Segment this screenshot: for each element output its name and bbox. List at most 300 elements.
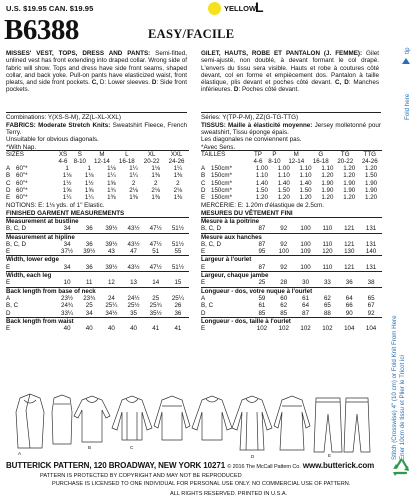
measurement-value: 15 [174, 279, 182, 287]
yardage-value: 1.20 [321, 194, 334, 202]
combinations: Combinations: Y(XS-S-M), ZZ(L-XL-XXL) [6, 114, 122, 121]
measurement-row [6, 302, 189, 309]
view-letters: E [6, 279, 11, 287]
measurement-value: 41 [174, 325, 182, 333]
measurement-row [6, 248, 189, 256]
view-label-c: C [130, 445, 134, 450]
measurement-heading: Measurement at bustline [6, 218, 189, 226]
yardage-row [6, 194, 189, 201]
measurement-value: 33¼ [61, 309, 74, 317]
yardage-value: 1.20 [343, 172, 356, 180]
measurement-value: 35 [130, 309, 137, 317]
measurement-value: 36 [85, 240, 93, 248]
view-letter: C [201, 179, 206, 187]
view-letters: A [6, 294, 11, 302]
yardage-value: 1.40 [277, 179, 290, 187]
measurement-value: 92 [367, 309, 375, 317]
yardage-value: 1⅝ [84, 186, 94, 194]
view-letters: E [6, 263, 11, 271]
yardage-value: 1.10 [299, 165, 312, 172]
measurement-heading-row [6, 218, 189, 226]
measurement-value: 14 [152, 279, 160, 287]
measurement-value: 25¾ [149, 302, 162, 310]
view-c-letter: C, [91, 79, 99, 87]
size-letters-row [201, 151, 382, 159]
measurement-value: 61 [302, 294, 310, 302]
size-letter-cell: TG [333, 151, 357, 159]
company-name: BUTTERICK PATTERN, 120 BROADWAY, NEW YORK 10271 [6, 461, 226, 470]
measurement-value: 25 [152, 294, 160, 302]
view-c-letter: C, D [334, 79, 349, 87]
yardage-row [201, 194, 382, 201]
color-name: YELLOW [224, 4, 257, 13]
size-number-cell: 16-18 [312, 158, 329, 166]
website: www.butterick.com [302, 461, 375, 470]
measurement-heading-row [6, 287, 189, 295]
size-number-cell: 16-18 [118, 158, 135, 166]
yardage-row [6, 187, 189, 194]
yardage-value: 1¼ [62, 194, 72, 202]
measurement-heading-row [6, 256, 189, 264]
description-english [6, 50, 187, 94]
size-letter: L [255, 0, 264, 15]
yardage-value: 2⅛ [129, 186, 138, 194]
fold-label: Fold here [404, 93, 411, 120]
rights-notice: ALL RIGHTS RESERVED. PRINTED IN U.S.A. [170, 491, 288, 497]
measurement-value: 36 [174, 309, 182, 317]
size-letter-cell: G [309, 151, 333, 159]
yardage-value: 1⅝ [107, 179, 116, 187]
size-letter-cell: TP [251, 151, 265, 159]
measurement-heading: Mesure aux hanches [201, 233, 382, 241]
side-stitch-guide [388, 20, 418, 495]
view-letter: A [6, 165, 11, 172]
description-title: GILET, HAUTS, ROBE ET PANTALON (J. FEMME): [201, 50, 363, 57]
fabric-width: 60"* [16, 172, 28, 180]
view-letters: A [201, 294, 206, 302]
measurement-row [6, 279, 189, 287]
yardage-value: 1⅜ [107, 194, 116, 202]
fabrics-label: TISSUS: Maille à élasticité moyenne: [201, 121, 313, 129]
measurement-value: 110 [322, 225, 333, 233]
company-address [6, 461, 374, 470]
size-letter-cell: XXL [164, 151, 189, 159]
fabric-width: 150cm* [211, 186, 232, 194]
size-number-cell: 24-26 [168, 158, 185, 166]
measurement-value: 64 [345, 294, 353, 302]
view-d-letter: D [233, 86, 239, 94]
measurement-heading: Back length from waist [6, 317, 189, 325]
color-dot-icon [208, 2, 221, 15]
yardage-value: 1.90 [365, 186, 378, 194]
view-letters: B, C, D [6, 240, 26, 248]
yardage-value: 1¼ [84, 194, 94, 202]
size-number-cell: 8-10 [268, 158, 281, 166]
fabrics-text: Sweatshirt Fleece, French Terry. [6, 121, 187, 136]
measurement-value: 11 [86, 279, 93, 287]
measurement-value: 92 [280, 263, 288, 271]
size-header-table [6, 150, 189, 166]
fabrics [6, 122, 187, 137]
view-letters: B, C, D [6, 225, 26, 233]
copyright: © 2016 The McCall Pattern Co. [227, 464, 301, 470]
stitch-instruction-french: Ener 10cm de tissu et Plier le Tricot ici [399, 355, 406, 460]
size-number-cell: 24-26 [361, 158, 378, 166]
measurement-value: 65 [367, 294, 375, 302]
measurement-value: 23½ [61, 294, 74, 302]
vest-back-drawing [52, 395, 72, 444]
view-label-b: B [88, 445, 92, 450]
measurement-value: 39½ [105, 263, 118, 271]
view-letters: B, C [6, 302, 19, 310]
yardage-value: 1.20 [299, 194, 312, 202]
size-number-cell: 8-10 [73, 158, 86, 166]
measurement-row [201, 295, 382, 302]
measurement-value: 33 [323, 279, 331, 287]
yardage-value: 1½ [84, 179, 94, 187]
view-d-text: : Side front pockets. [6, 79, 188, 94]
tip-label: tip [404, 47, 411, 54]
yardage-value: 1.10 [299, 172, 312, 180]
measurement-value: 40 [130, 325, 137, 333]
measurement-value: 34½ [105, 309, 118, 317]
measurement-value: 95 [258, 248, 266, 256]
size-letters-row [6, 151, 189, 159]
measurement-value: 87 [302, 309, 310, 317]
measurement-row [201, 325, 382, 332]
measurement-row [201, 302, 382, 309]
top-b-drawing [74, 396, 110, 442]
description-body: Gilet semi-ajusté, non doublé, à devant formant le col drapé. L'envers du tissu sera visible. Hauts et robe à coutures côté devant, col en forme et empiècement dos. Pantalon à taille élastique, plis devant et poches côté devant. [201, 50, 379, 87]
view-c-text: : Manches inférieures. [201, 79, 379, 94]
measurement-value: 34 [85, 309, 93, 317]
measurement-value: 43½ [127, 225, 140, 233]
measurement-value: 13 [130, 279, 137, 287]
measurement-value: 121 [344, 225, 355, 233]
measurement-value: 65 [323, 302, 331, 310]
measurement-value: 34 [63, 240, 71, 248]
measurement-value: 34 [63, 225, 71, 233]
measurement-value: 104 [365, 325, 377, 333]
yardage-row [201, 187, 382, 194]
measurement-heading: Longueur - dos, taille à l'ourlet [201, 317, 382, 325]
unsuitable-note: Les diagonales ne conviennent pas. [201, 136, 302, 143]
description-body: Semi-fitted, unlined vest has front extending into draped collar. Wrong side of fabric will show. Tops and dress have side front seams, shaped collar, and back yoke. Pull-on pants have elasticized waist, front pleats, and side front pockets. [6, 50, 188, 87]
size-number-cell: 4-6 [58, 158, 68, 166]
fabrics-text: Jersey molletonné pour sweatshirt, Tissu éponge épais. [201, 121, 381, 136]
yardage-value: 2 [176, 179, 180, 187]
view-letter: B [6, 172, 11, 180]
measurement-heading-row [201, 233, 382, 241]
measurement-heading-row [201, 287, 382, 295]
yardage-value: 1⅜ [151, 172, 160, 180]
yardage-value: 1¾ [107, 186, 116, 194]
measurement-value: 24¾ [61, 302, 74, 310]
measurement-value: 85 [280, 309, 288, 317]
top-c-back-drawing [154, 396, 190, 440]
measurement-value: 43½ [127, 240, 140, 248]
measurement-row [6, 241, 189, 248]
measurement-heading-row [201, 218, 382, 226]
measurement-value: 85 [258, 309, 266, 317]
fabric-width: 60"* [16, 186, 28, 194]
pattern-number: B6388 [4, 14, 79, 46]
yardage-value: 1¼ [129, 165, 138, 172]
measurement-heading-row [201, 317, 382, 325]
measurement-value: 64 [302, 302, 310, 310]
fabric-width: 150cm* [211, 165, 232, 172]
measurement-heading: Largeur, chaque jambe [201, 272, 382, 280]
measurement-value: 121 [344, 240, 355, 248]
view-letter: A [201, 165, 206, 172]
measurement-value: 104 [344, 325, 355, 333]
measurement-value: 110 [322, 263, 333, 271]
measurement-row [201, 241, 382, 248]
fabric-width: 60"* [16, 194, 28, 202]
copyright-notice: PATTERN IS PROTECTED BY COPYRIGHT AND MAY NOT BE REPRODUCED [40, 473, 242, 479]
yardage-value: 1.40 [255, 179, 268, 187]
yardage-row [6, 172, 189, 179]
dress-d-drawing [232, 396, 272, 450]
measurement-heading-row [201, 256, 382, 264]
yardage-value: 1.10 [321, 165, 334, 172]
yardage-value: 1 [87, 165, 91, 172]
size-letter-cell: TTG [357, 151, 382, 159]
measurement-value: 25 [258, 279, 266, 287]
view-letters: E [201, 248, 206, 256]
fabrics [201, 122, 381, 137]
sizes-label: TAILLES [201, 151, 251, 159]
measurement-row [201, 264, 382, 272]
measurement-value: 102 [278, 325, 289, 333]
measurement-heading: Width, lower edge [6, 256, 189, 264]
yardage-row [6, 165, 189, 172]
measurement-value: 38 [367, 279, 375, 287]
yardage-value: 1⅛ [151, 165, 160, 172]
view-letters: E [6, 248, 11, 256]
size-letter-cell: P [265, 151, 284, 159]
measurement-heading-row [201, 272, 382, 280]
size-number-cell: 12-14 [94, 158, 110, 166]
view-letter: C [6, 179, 11, 187]
easy-label: EASY/FACILE [148, 27, 235, 41]
notions: NOTIONS: E: 1⅛ yds. of 1" Elastic. [6, 202, 105, 209]
measurement-value: 51½ [171, 240, 184, 248]
yardage-value: 1.10 [255, 172, 268, 180]
measurement-heading-row [6, 272, 189, 280]
yardage-value: 1.20 [343, 165, 356, 172]
measurement-value: 92 [280, 240, 288, 248]
view-label-e: E [328, 453, 332, 458]
measurement-value: 25½ [127, 302, 140, 310]
measurement-value: 92 [280, 225, 288, 233]
measurement-value: 62 [323, 294, 331, 302]
view-label-a: A [18, 451, 22, 456]
measurement-value: 10 [63, 279, 71, 287]
yardage-row [201, 172, 382, 179]
yardage-table [6, 165, 189, 201]
view-letters: B, C, D [201, 225, 221, 233]
nap-note: *Avec Sens. [201, 143, 236, 151]
measurement-value: 41 [152, 325, 160, 333]
measurement-row [6, 295, 189, 302]
view-letters: E [6, 325, 11, 333]
description-title: MISSES' VEST, TOPS, DRESS AND PANTS: [6, 50, 151, 57]
yardage-value: 1.40 [299, 179, 312, 187]
measurement-row [6, 310, 189, 318]
yardage-value: 1.20 [277, 194, 290, 202]
measurement-value: 30 [302, 279, 310, 287]
measurement-heading: Back length from base of neck [6, 287, 189, 295]
measurement-value: 131 [365, 240, 377, 248]
arrow-up-icon [402, 58, 410, 66]
measurement-value: 120 [322, 248, 333, 256]
measurement-value: 102 [322, 325, 333, 333]
combinations: Séries: Y(TP-P-M), ZZ(G-TG-TTG) [201, 114, 299, 121]
measurement-value: 24 [107, 294, 115, 302]
measurement-row [201, 310, 382, 318]
measurement-value: 24½ [127, 294, 140, 302]
measurement-value: 51½ [171, 263, 184, 271]
pants-e-back-drawing [344, 398, 370, 452]
measurement-value: 62 [280, 302, 288, 310]
measurement-value: 66 [345, 302, 353, 310]
yardage-value: 1.20 [365, 165, 378, 172]
price: U.S. $19.95 CAN. $19.95 [6, 4, 94, 13]
yardage-value: 1⅝ [62, 186, 72, 194]
yardage-value: 2⅛ [173, 186, 183, 194]
measurement-value: 121 [344, 263, 355, 271]
measurement-heading: Measurement at hipline [6, 233, 189, 241]
measurement-value: 26 [174, 302, 182, 310]
measurement-value: 60 [280, 294, 288, 302]
measurement-value: 25¼ [171, 294, 184, 302]
measurement-value: 100 [300, 225, 311, 233]
measurement-value: 40 [85, 325, 93, 333]
measurement-value: 59 [258, 294, 266, 302]
measurement-value: 39½ [105, 225, 118, 233]
measurement-value: 40 [63, 325, 71, 333]
view-letter: D [201, 186, 206, 194]
fabric-width: 150cm* [211, 172, 232, 180]
measurement-value: 102 [300, 325, 311, 333]
stitch-instruction: Stitch (Crosswise) 4" (10 cm) or Fold Knit From Here [391, 315, 398, 460]
size-number-cell: 20-22 [143, 158, 160, 166]
size-letter-cell: M [284, 151, 308, 159]
measurement-value: 39½ [105, 240, 118, 248]
measurement-value: 36 [85, 263, 93, 271]
yardage-row [6, 180, 189, 187]
measurement-value: 47 [130, 248, 137, 256]
yardage-value: 1.50 [299, 186, 312, 194]
yardage-value: 1.00 [277, 165, 290, 172]
nap-note: *With Nap. [6, 143, 37, 151]
measurements-table [6, 217, 189, 332]
yardage-value: 1.20 [365, 194, 378, 202]
measurement-value: 43 [107, 248, 115, 256]
measurement-value: 100 [300, 263, 311, 271]
measurement-value: 100 [278, 248, 289, 256]
view-d-text: : Poches côté devant. [238, 86, 300, 94]
yardage-value: 1.10 [277, 172, 290, 180]
measurement-value: 28 [280, 279, 288, 287]
yardage-value: 1.50 [277, 186, 290, 194]
dress-d-back-drawing [274, 396, 310, 450]
view-letters: E [201, 279, 206, 287]
measurement-value: 43½ [127, 263, 140, 271]
view-letter: B [201, 172, 206, 180]
garment-line-drawings [10, 392, 375, 456]
yardage-value: 1.90 [343, 186, 356, 194]
measurement-value: 87 [258, 225, 266, 233]
measurement-value: 61 [258, 302, 266, 310]
size-number-cell: 12-14 [288, 158, 305, 166]
yardage-row [201, 165, 382, 172]
measurement-value: 100 [300, 240, 311, 248]
measurement-value: 25 [85, 302, 93, 310]
view-letter: D [6, 186, 11, 194]
yardage-value: 1⅜ [173, 194, 183, 202]
divider [6, 112, 187, 113]
yardage-value: 1.50 [365, 172, 378, 180]
view-letter: E [201, 194, 206, 202]
yardage-value: 1.20 [343, 194, 356, 202]
yardage-value: 1⅜ [151, 194, 160, 202]
finished-measurements-title: FINISHED GARMENT MEASUREMENTS [6, 209, 125, 217]
measurement-value: 47½ [149, 263, 162, 271]
measurement-value: 90 [345, 309, 353, 317]
measurement-value: 51 [152, 248, 160, 256]
fabric-width: 60"* [16, 179, 28, 187]
view-letter: E [6, 194, 11, 202]
size-header-table [201, 150, 382, 166]
measurement-value: 47½ [149, 240, 162, 248]
top-c-drawing [112, 396, 152, 440]
measurement-value: 39½ [83, 248, 96, 256]
measurement-value: 88 [323, 309, 331, 317]
measurement-value: 109 [300, 248, 311, 256]
yardage-value: 1⅜ [173, 172, 183, 180]
view-letters: D [6, 309, 11, 317]
yardage-value: 1.20 [321, 172, 334, 180]
vest-drawing [16, 394, 44, 448]
view-letters: D [201, 309, 206, 317]
yardage-value: 2 [153, 179, 158, 187]
divider [201, 112, 381, 113]
measurement-row [201, 225, 382, 233]
license-notice: PURCHASE IS LICENSED TO ONE INDIVIDUAL FOR PERSONAL USE ONLY. NO COMMERCIAL USE OF PATTERN. [52, 481, 351, 487]
measurements-table [201, 217, 382, 332]
measurement-value: 47½ [149, 225, 162, 233]
measurement-value: 131 [365, 225, 377, 233]
yardage-value: 1⅛ [107, 165, 116, 172]
yardage-value: 1.90 [321, 186, 334, 194]
view-d-letter: D [151, 79, 157, 87]
measurement-value: 67 [367, 302, 375, 310]
size-number-cell: 20-22 [337, 158, 354, 166]
recycle-icon [388, 456, 414, 482]
fabrics-label: FABRICS: Moderate Stretch Knits: [6, 121, 111, 129]
measurement-row [6, 225, 189, 233]
measurement-value: 36 [345, 279, 353, 287]
yardage-value: 1⅛ [62, 172, 72, 180]
measurement-heading: Longueur - dos, votre nuque à l'ourlet [201, 287, 382, 295]
measurement-value: 87 [258, 240, 266, 248]
yardage-value: 1⅛ [84, 172, 94, 180]
size-letter-cell: S [70, 151, 89, 159]
notions: MERCERIE: E: 1.20m d'élastique de 2.5cm. [201, 202, 324, 209]
measurement-value: 35½ [149, 309, 162, 317]
